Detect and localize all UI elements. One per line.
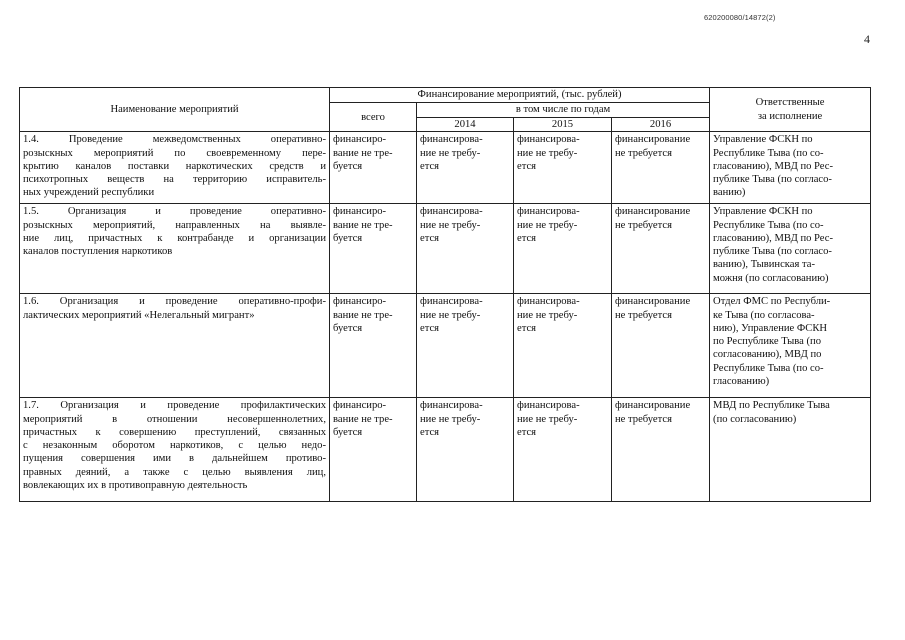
responsible-line: гласованию) bbox=[713, 376, 770, 388]
measure-name-line: пущения совершения ими в дальнейшем противо- bbox=[23, 453, 326, 465]
financing-2015-line: ние не требу- bbox=[517, 309, 578, 321]
financing-2016-line: финансирование bbox=[615, 134, 691, 146]
header-year-cell bbox=[612, 118, 710, 132]
responsible-line: ке Тыва (по согласова- bbox=[713, 309, 815, 321]
responsible-line: публике Тыва (по согласо- bbox=[713, 246, 832, 258]
measure-name-line: причастных к совершению преступлений, связанных bbox=[23, 426, 326, 438]
financing-2015-line: ние не требу- bbox=[517, 147, 578, 159]
header-financing-cell bbox=[330, 88, 710, 103]
header-name-label: Наименование мероприятий bbox=[110, 104, 239, 115]
financing-2014-cell bbox=[417, 294, 514, 398]
header-responsible-cell bbox=[710, 88, 871, 132]
financing-2014-line: финансирова- bbox=[420, 206, 483, 218]
header-responsible-line-2: за исполнение bbox=[757, 110, 823, 122]
financing-2015-cell bbox=[514, 294, 612, 398]
financing-2016-cell bbox=[612, 132, 710, 204]
responsible-line: МВД по Республике Тыва bbox=[713, 400, 830, 412]
financing-2015-line: ется bbox=[517, 232, 537, 244]
financing-total-line: вание не тре- bbox=[333, 413, 393, 425]
table-body bbox=[20, 88, 871, 502]
measure-name-line: вовлекающих их в противоправную деятельность bbox=[23, 480, 248, 492]
table-row bbox=[20, 294, 871, 398]
measure-name-line: мероприятий в отношении несовершеннолетних, bbox=[23, 413, 326, 425]
measure-name-cell bbox=[20, 294, 330, 398]
financing-total-line: вание не тре- bbox=[333, 147, 393, 159]
financing-2016-cell bbox=[612, 398, 710, 502]
financing-2015-cell bbox=[514, 132, 612, 204]
measure-name-cell bbox=[20, 398, 330, 502]
header-name-cell bbox=[20, 88, 330, 132]
measure-name-line: розыскных мероприятий, направленных на выявле- bbox=[23, 219, 326, 231]
page-number: 4 bbox=[864, 32, 870, 46]
financing-2014-line: ние не требу- bbox=[420, 309, 481, 321]
financing-2015-line: ние не требу- bbox=[517, 219, 578, 231]
table-row bbox=[20, 204, 871, 294]
header-year-2015: 2015 bbox=[551, 119, 574, 130]
responsible-line: ванию), Тывинская та- bbox=[713, 259, 815, 271]
financing-2014-line: ние не требу- bbox=[420, 413, 481, 425]
financing-2016-line: не требуется bbox=[615, 309, 672, 321]
responsible-line: можня (по согласованию) bbox=[713, 272, 829, 284]
header-total-cell bbox=[330, 103, 417, 132]
responsible-line: по Республике Тыва (по bbox=[713, 336, 821, 348]
measure-name-line: психотропных веществ на территорию исправитель- bbox=[23, 174, 326, 186]
header-by-years-label: в том числе по годам bbox=[515, 104, 611, 116]
financing-2016-line: не требуется bbox=[615, 147, 672, 159]
financing-total-line: буется bbox=[333, 160, 363, 172]
financing-2014-line: финансирова- bbox=[420, 296, 483, 308]
measure-name-line: правных деяний, а также с целью выявления лиц, bbox=[23, 466, 326, 478]
financing-2014-cell bbox=[417, 204, 514, 294]
financing-total-cell bbox=[330, 294, 417, 398]
financing-2016-line: финансирование bbox=[615, 296, 691, 308]
financing-2015-line: ется bbox=[517, 322, 537, 334]
responsible-cell bbox=[710, 132, 871, 204]
measure-name-line: крытию каналов поставки наркотических средств и bbox=[23, 160, 326, 172]
financing-2015-line: финансирова- bbox=[517, 134, 580, 146]
financing-2015-line: финансирова- bbox=[517, 296, 580, 308]
responsible-line: гласованию), МВД по Рес- bbox=[713, 232, 834, 244]
financing-total-cell bbox=[330, 204, 417, 294]
financing-total-line: вание не тре- bbox=[333, 219, 393, 231]
financing-2014-line: ется bbox=[420, 160, 440, 172]
responsible-line: ванию) bbox=[713, 187, 746, 199]
header-by-years-cell bbox=[417, 103, 710, 118]
financing-total-cell bbox=[330, 398, 417, 502]
document-id: 620200080/14872(2) bbox=[704, 13, 776, 22]
financing-2016-line: не требуется bbox=[615, 219, 672, 231]
responsible-line: публике Тыва (по согласо- bbox=[713, 174, 832, 186]
responsible-line: Управление ФСКН по bbox=[713, 134, 813, 146]
measure-name-line: лактических мероприятий «Нелегальный мигрант» bbox=[23, 309, 255, 321]
measure-name-line: 1.5. Организация и проведение оперативно- bbox=[23, 206, 326, 218]
responsible-line: Республике Тыва (по со- bbox=[713, 362, 824, 374]
financing-total-cell bbox=[330, 132, 417, 204]
header-year-cell bbox=[417, 118, 514, 132]
financing-total-line: финансиро- bbox=[333, 206, 387, 218]
financing-total-line: буется bbox=[333, 322, 363, 334]
responsible-line: Республике Тыва (по со- bbox=[713, 147, 824, 159]
financing-2014-line: финансирова- bbox=[420, 400, 483, 412]
measure-name-line: 1.7. Организация и проведение профилактических bbox=[23, 400, 326, 412]
financing-2014-line: финансирова- bbox=[420, 134, 483, 146]
financing-2015-line: финансирова- bbox=[517, 400, 580, 412]
responsible-line: Отдел ФМС по Республи- bbox=[713, 296, 831, 308]
financing-2016-cell bbox=[612, 204, 710, 294]
measure-name-line: 1.4. Проведение межведомственных оперативно- bbox=[23, 134, 326, 146]
header-financing-label: Финансирование мероприятий, (тыс. рублей) bbox=[417, 89, 622, 101]
financing-2014-line: ется bbox=[420, 322, 440, 334]
financing-total-line: финансиро- bbox=[333, 296, 387, 308]
financing-2015-cell bbox=[514, 398, 612, 502]
financing-2015-cell bbox=[514, 204, 612, 294]
measure-name-line: ных учреждений республики bbox=[23, 187, 155, 199]
financing-total-line: буется bbox=[333, 232, 363, 244]
financing-2015-line: ние не требу- bbox=[517, 413, 578, 425]
responsible-line: (по согласованию) bbox=[713, 413, 797, 425]
financing-2015-line: финансирова- bbox=[517, 206, 580, 218]
responsible-line: Республике Тыва (по со- bbox=[713, 219, 824, 231]
header-row bbox=[20, 88, 871, 103]
financing-total-line: буется bbox=[333, 426, 363, 438]
financing-2014-cell bbox=[417, 398, 514, 502]
header-responsible-line-1: Ответственные bbox=[755, 97, 825, 109]
measure-name-cell bbox=[20, 132, 330, 204]
responsible-cell bbox=[710, 398, 871, 502]
responsible-line: Управление ФСКН по bbox=[713, 206, 813, 218]
header-year-cell bbox=[514, 118, 612, 132]
financing-2014-line: ется bbox=[420, 426, 440, 438]
measures-table bbox=[19, 87, 871, 502]
financing-2016-line: не требуется bbox=[615, 413, 672, 425]
financing-2014-line: ние не требу- bbox=[420, 219, 481, 231]
responsible-cell bbox=[710, 294, 871, 398]
financing-total-line: финансиро- bbox=[333, 134, 387, 146]
financing-2015-line: ется bbox=[517, 426, 537, 438]
financing-2016-cell bbox=[612, 294, 710, 398]
table-row bbox=[20, 132, 871, 204]
financing-2015-line: ется bbox=[517, 160, 537, 172]
measure-name-cell bbox=[20, 204, 330, 294]
responsible-cell bbox=[710, 204, 871, 294]
financing-2016-line: финансирование bbox=[615, 400, 691, 412]
responsible-line: гласованию), МВД по Рес- bbox=[713, 160, 834, 172]
responsible-line: согласованию), МВД по bbox=[713, 349, 822, 361]
header-total-label: всего bbox=[361, 111, 385, 123]
financing-2014-line: ется bbox=[420, 232, 440, 244]
header-year-2014: 2014 bbox=[454, 119, 476, 130]
responsible-line: нию), Управление ФСКН bbox=[713, 322, 828, 334]
measure-name-line: ние лиц, причастных к контрабанде и организации bbox=[23, 232, 326, 244]
financing-2014-line: ние не требу- bbox=[420, 147, 481, 159]
financing-total-line: вание не тре- bbox=[333, 309, 393, 321]
measure-name-line: с незаконным оборотом наркотиков, с целью недо- bbox=[23, 440, 326, 452]
measure-name-line: розыскных мероприятий по своевременному пере- bbox=[23, 147, 326, 159]
measure-name-line: каналов поступления наркотиков bbox=[23, 246, 173, 258]
financing-2016-line: финансирование bbox=[615, 206, 691, 218]
financing-total-line: финансиро- bbox=[333, 400, 387, 412]
financing-2014-cell bbox=[417, 132, 514, 204]
measure-name-line: 1.6. Организация и проведение оперативно-профи- bbox=[23, 296, 326, 308]
header-year-2016: 2016 bbox=[649, 119, 672, 130]
table-row bbox=[20, 398, 871, 502]
